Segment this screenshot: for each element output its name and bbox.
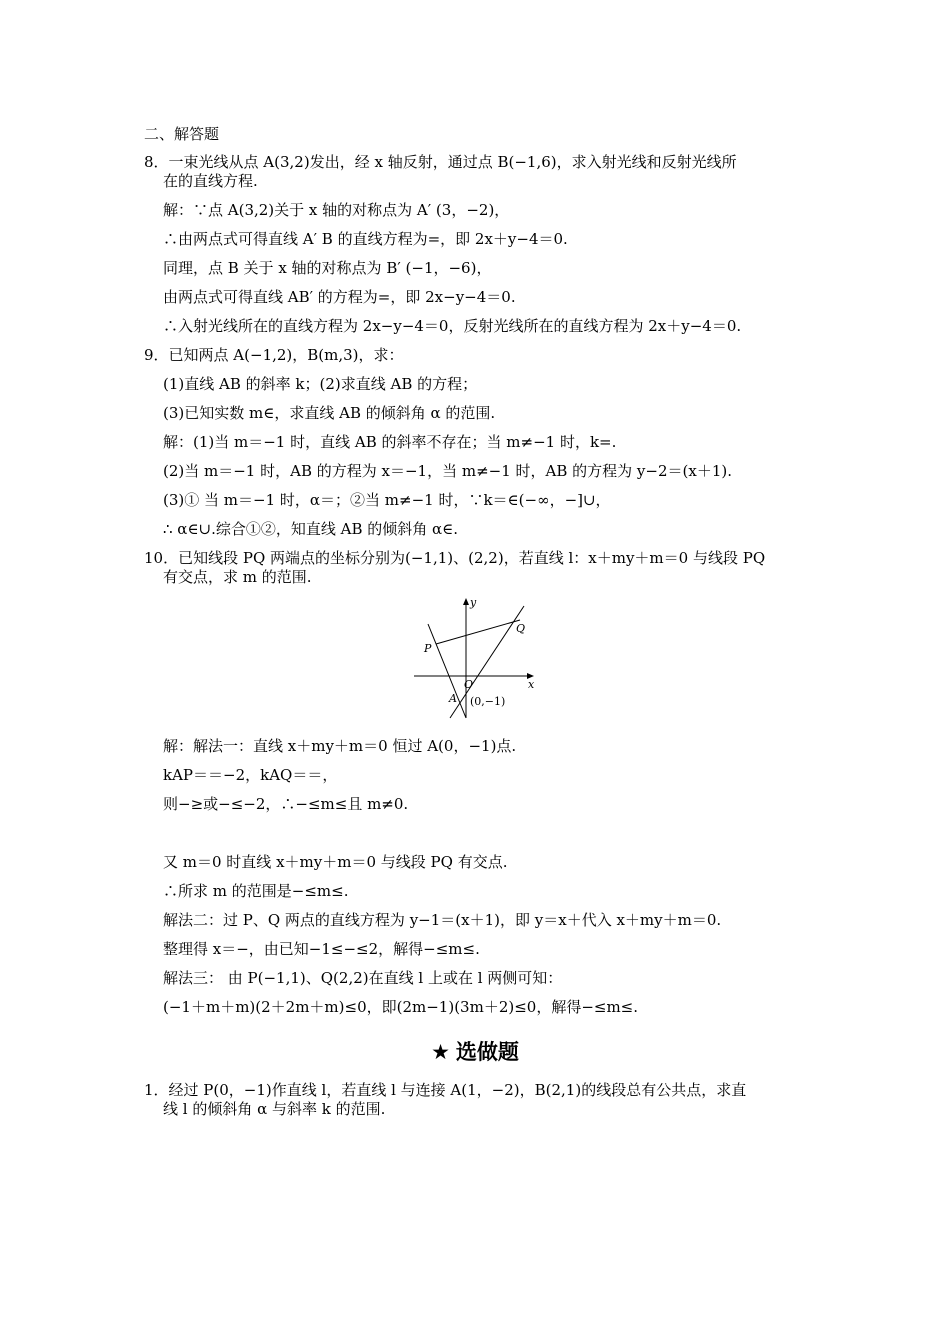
question-8-line-2: 在的直线方程. [163, 172, 258, 190]
solution-9-line-1: 解：(1)当 m＝−1 时，直线 AB 的斜率不存在；当 m≠−1 时，k=. [163, 433, 617, 451]
solution-8-line-4: 由两点式可得直线 AB′ 的方程为=，即 2x−y−4＝0. [163, 288, 516, 306]
solution-10-line-2: kAP＝＝−2，kAQ＝＝， [163, 766, 338, 784]
optional-section-label: 选做题 [455, 1040, 519, 1064]
star-icon: ★ [431, 1040, 450, 1064]
solution-10-line-9: (−1＋m＋m)(2＋2m＋m)≤0，即(2m−1)(3m＋2)≤0，解得−≤m≤. [163, 998, 639, 1016]
solution-10-line-5: ∴所求 m 的范围是−≤m≤. [163, 882, 349, 900]
question-10-line-1: 10．已知线段 PQ 两端点的坐标分别为(−1,1)、(2,2)，若直线 l：x＋my＋m＝0 与线段 PQ [144, 549, 766, 567]
x-axis-label: x [528, 678, 535, 691]
solution-8-line-5: ∴入射光线所在的直线方程为 2x−y−4＝0，反射光线所在的直线方程为 2x＋y−4＝0. [163, 317, 742, 335]
origin-label: O [464, 678, 474, 691]
question-9-line-1: 9．已知两点 A(−1,2)，B(m,3)，求： [144, 346, 404, 364]
optional-question-1-line-1: 1．经过 P(0，−1)作直线 l，若直线 l 与连接 A(1，−2)，B(2,1)的线段总有公共点，求直 [144, 1081, 747, 1099]
solution-10-line-7: 整理得 x＝−，由已知−1≤−≤2，解得−≤m≤. [163, 940, 480, 958]
solution-10-line-1: 解：解法一：直线 x＋my＋m＝0 恒过 A(0，−1)点. [163, 737, 517, 755]
question-9-part-1: (1)直线 AB 的斜率 k；(2)求直线 AB 的方程； [163, 375, 478, 393]
question-8-line-1: 8．一束光线从点 A(3,2)发出，经 x 轴反射，通过点 B(−1,6)，求入射光线和反射光线所 [144, 153, 737, 171]
solution-10-line-8: 解法三： 由 P(−1,1)、Q(2,2)在直线 l 上或在 l 两侧可知： [163, 969, 563, 987]
optional-section-title [0, 1038, 950, 1066]
solution-8-line-2: ∴由两点式可得直线 A′ B 的直线方程为=，即 2x＋y−4＝0. [163, 230, 568, 248]
question-10-line-2: 有交点，求 m 的范围. [163, 568, 312, 586]
solution-9-line-3: (3)① 当 m＝−1 时，α＝；②当 m≠−1 时，∵k＝∈(−∞，−]∪， [163, 491, 611, 509]
solution-10-line-3: 则−≥或−≤−2，∴−≤m≤且 m≠0. [163, 795, 409, 813]
solution-10-line-4: 又 m＝0 时直线 x＋my＋m＝0 与线段 PQ 有交点. [163, 853, 508, 871]
y-axis-arrow [463, 598, 469, 605]
point-a-label: A [449, 692, 457, 705]
solution-9-line-4: ∴ α∈∪.综合①②，知直线 AB 的倾斜角 α∈. [163, 520, 459, 538]
question-9-part-2: (3)已知实数 m∈，求直线 AB 的倾斜角 α 的范围. [163, 404, 496, 422]
y-axis-label: y [470, 596, 477, 609]
section-heading: 二、解答题 [144, 125, 220, 143]
point-a-coordinate: (0,−1) [470, 695, 506, 708]
geometry-figure [410, 592, 540, 722]
solution-8-line-3: 同理，点 B 关于 x 轴的对称点为 B′ (−1，−6)， [163, 259, 492, 277]
point-q-label: Q [516, 622, 526, 635]
optional-question-1-line-2: 线 l 的倾斜角 α 与斜率 k 的范围. [163, 1100, 386, 1118]
point-p-label: P [424, 642, 432, 655]
solution-10-line-6: 解法二：过 P、Q 两点的直线方程为 y−1＝(x＋1)，即 y＝x＋代入 x＋my＋m＝0. [163, 911, 722, 929]
solution-8-line-1: 解：∵点 A(3,2)关于 x 轴的对称点为 A′ (3，−2)， [163, 201, 510, 219]
solution-9-line-2: (2)当 m＝−1 时，AB 的方程为 x＝−1，当 m≠−1 时，AB 的方程为 y−2＝(x＋1). [163, 462, 732, 480]
line-ap [428, 624, 466, 718]
